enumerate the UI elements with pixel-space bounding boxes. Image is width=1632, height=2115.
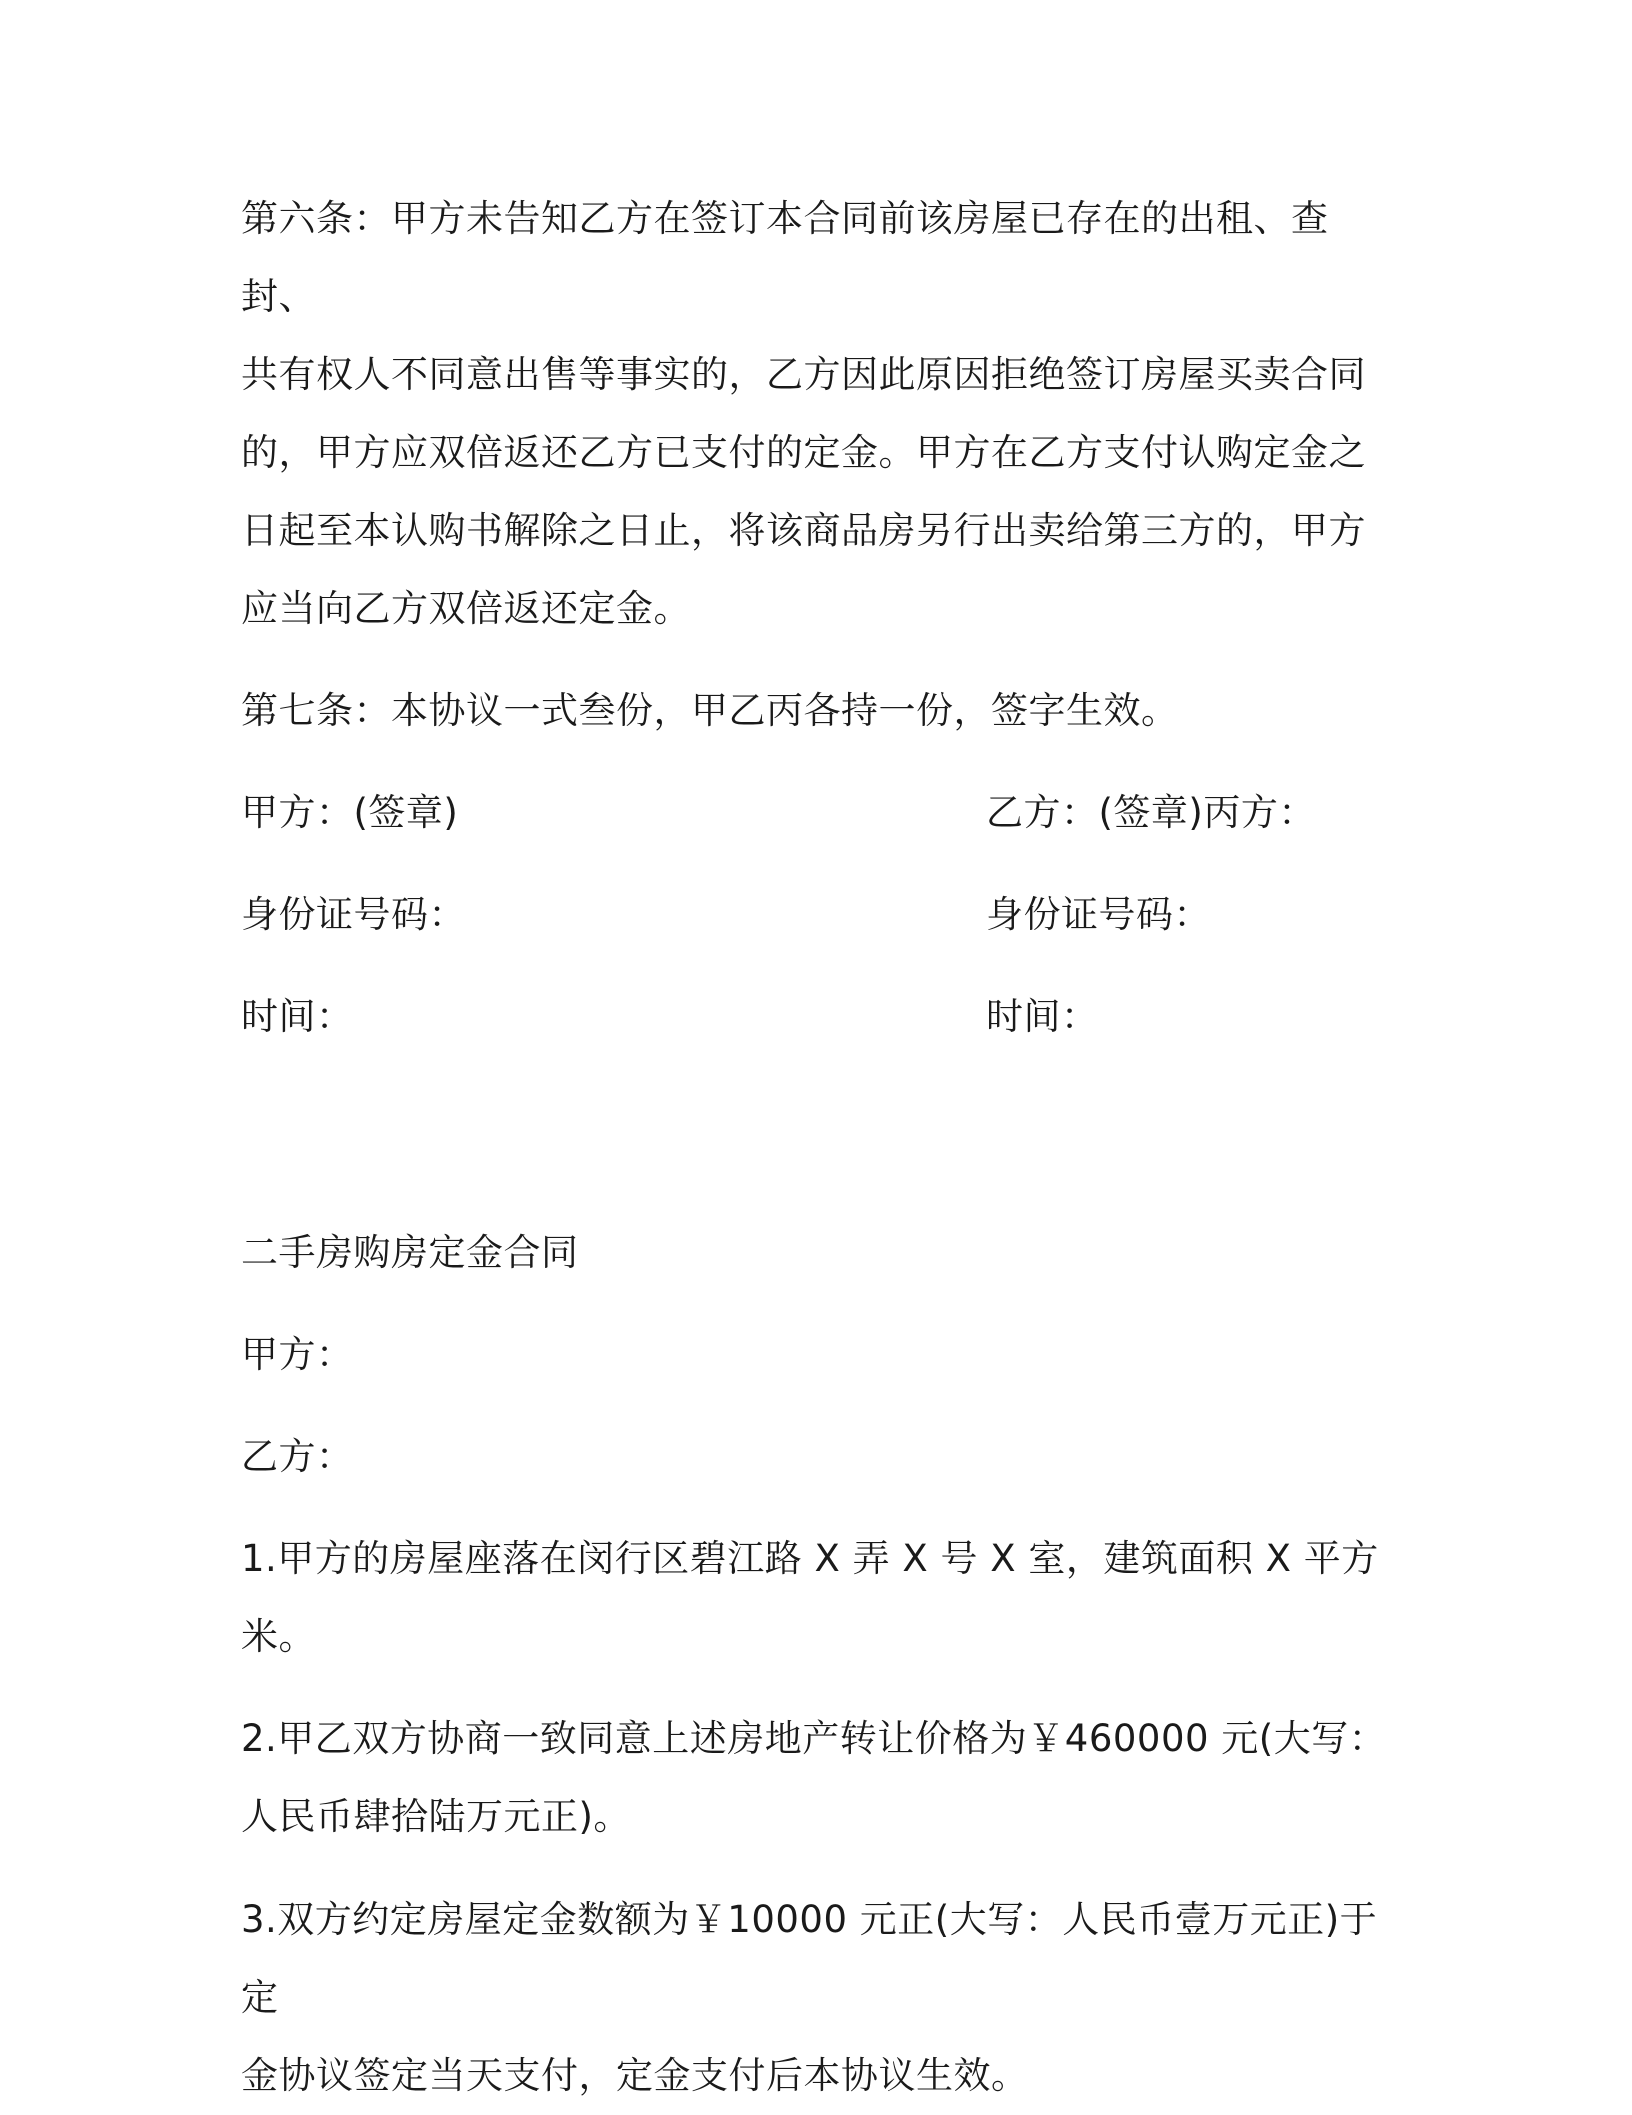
party-b-label: 乙方： — [241, 1435, 354, 1478]
article-6 — [241, 180, 1401, 648]
article-6-line: 第六条：甲方未告知乙方在签订本合同前该房屋已存在的出租、查封、 — [241, 197, 1329, 318]
id-number-row — [241, 876, 1401, 954]
party-b-c-signature-label: 乙方：(签章)丙方： — [986, 791, 1316, 834]
time-label-right: 时间： — [986, 995, 1099, 1038]
clause-3-line: 金协议签定当天支付，定金支付后本协议生效。 — [241, 2054, 1029, 2097]
clause-1: 1.甲方的房屋座落在闵行区碧江路 X 弄 X 号 X 室，建筑面积 X 平方米。 — [241, 1537, 1379, 1658]
article-6-line: 应当向乙方双倍返还定金。 — [241, 587, 691, 630]
article-6-line: 共有权人不同意出售等事实的，乙方因此原因拒绝签订房屋买卖合同 — [241, 353, 1366, 396]
time-label-left: 时间： — [241, 995, 354, 1038]
article-6-line: 的，甲方应双倍返还乙方已支付的定金。甲方在乙方支付认购定金之 — [241, 431, 1366, 474]
article-6-line: 日起至本认购书解除之日止，将该商品房另行出卖给第三方的，甲方 — [241, 509, 1366, 552]
party-a-label: 甲方： — [241, 1333, 354, 1376]
clause-2-line: 2.甲乙双方协商一致同意上述房地产转让价格为￥460000 元(大写： — [241, 1717, 1387, 1760]
document-page — [241, 180, 1401, 2115]
party-a-signature-label: 甲方：(签章) — [241, 791, 459, 834]
signature-row — [241, 774, 1401, 852]
id-number-label-right: 身份证号码： — [986, 893, 1211, 936]
article-7: 第七条：本协议一式叁份，甲乙丙各持一份，签字生效。 — [241, 689, 1179, 732]
clause-3-line: 3.双方约定房屋定金数额为￥10000 元正(大写：人民币壹万元正)于定 — [241, 1898, 1378, 2019]
id-number-label-left: 身份证号码： — [241, 893, 466, 936]
contract-title: 二手房购房定金合同 — [241, 1231, 579, 1274]
clause-2-line: 人民币肆拾陆万元正)。 — [241, 1795, 631, 1838]
time-row — [241, 978, 1401, 1056]
second-contract — [241, 1214, 1401, 2115]
